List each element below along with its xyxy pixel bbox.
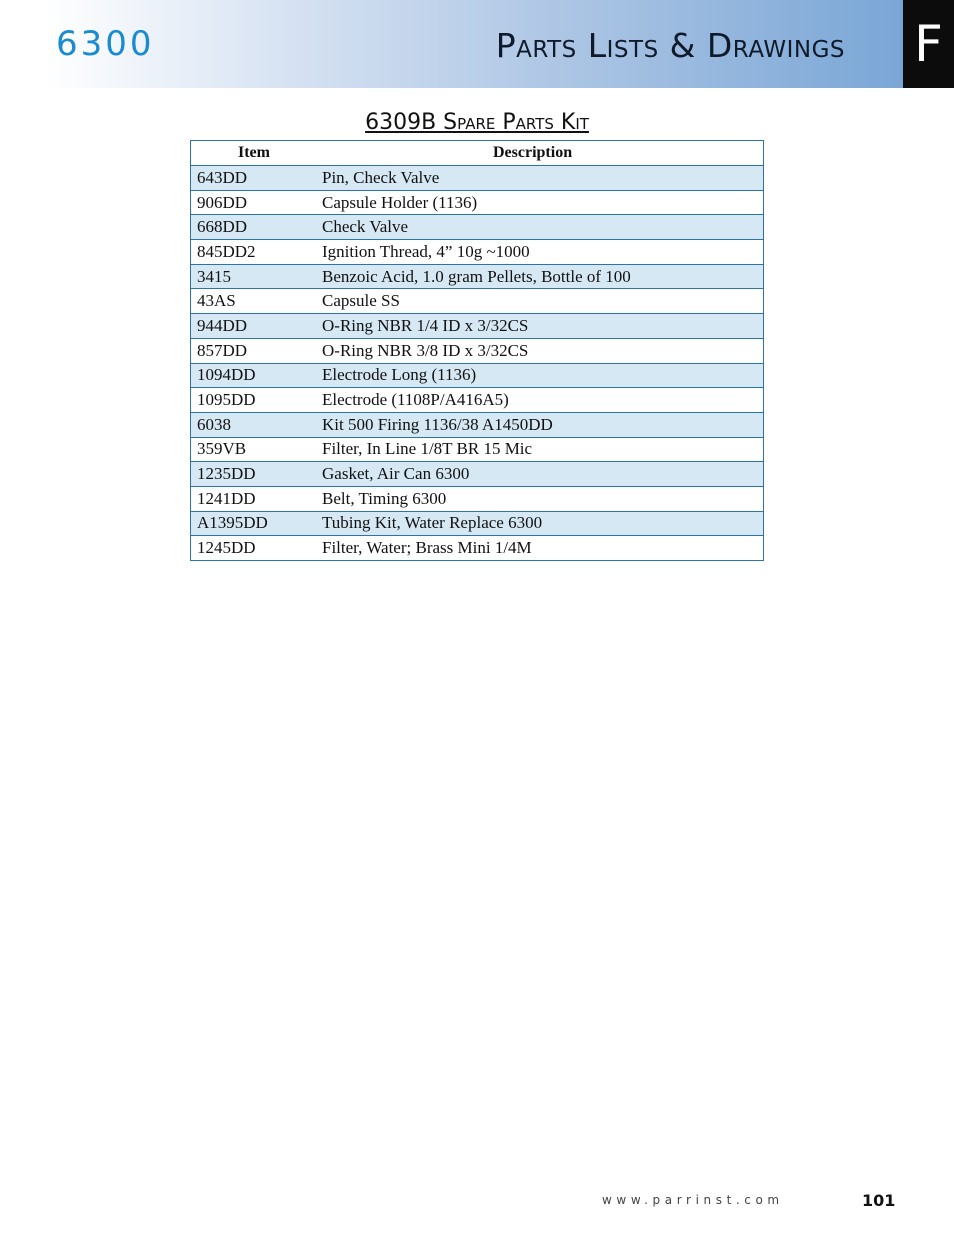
description-cell: Tubing Kit, Water Replace 6300 bbox=[322, 511, 764, 536]
table-row bbox=[191, 486, 764, 511]
table-body bbox=[191, 166, 764, 561]
page-header bbox=[0, 0, 903, 88]
parts-table bbox=[190, 140, 764, 561]
item-number-cell: 1241DD bbox=[191, 486, 323, 511]
table-row bbox=[191, 437, 764, 462]
table-row bbox=[191, 388, 764, 413]
item-number-cell: 1095DD bbox=[191, 388, 323, 413]
column-header-description: Description bbox=[322, 141, 764, 166]
item-number-cell: A1395DD bbox=[191, 511, 323, 536]
description-cell: Benzoic Acid, 1.0 gram Pellets, Bottle of 100 bbox=[322, 264, 764, 289]
table-row bbox=[191, 462, 764, 487]
description-cell: Electrode (1108P/A416A5) bbox=[322, 388, 764, 413]
page-number: 101 bbox=[862, 1191, 896, 1210]
table-row bbox=[191, 240, 764, 265]
footer-url: www.parrinst.com bbox=[602, 1193, 784, 1207]
table-row bbox=[191, 215, 764, 240]
table-row bbox=[191, 363, 764, 388]
description-cell: Gasket, Air Can 6300 bbox=[322, 462, 764, 487]
item-number-cell: 845DD2 bbox=[191, 240, 323, 265]
item-number-cell: 1235DD bbox=[191, 462, 323, 487]
table-header-row bbox=[191, 141, 764, 166]
description-cell: Check Valve bbox=[322, 215, 764, 240]
table-row bbox=[191, 264, 764, 289]
table-row bbox=[191, 412, 764, 437]
item-number-cell: 1094DD bbox=[191, 363, 323, 388]
description-cell: Filter, In Line 1/8T BR 15 Mic bbox=[322, 437, 764, 462]
item-number-cell: 668DD bbox=[191, 215, 323, 240]
description-cell: Kit 500 Firing 1136/38 A1450DD bbox=[322, 412, 764, 437]
table-row bbox=[191, 289, 764, 314]
description-cell: Capsule SS bbox=[322, 289, 764, 314]
table-row bbox=[191, 536, 764, 561]
description-cell: Belt, Timing 6300 bbox=[322, 486, 764, 511]
item-number-cell: 906DD bbox=[191, 190, 323, 215]
item-number-cell: 6038 bbox=[191, 412, 323, 437]
description-cell: O-Ring NBR 3/8 ID x 3/32CS bbox=[322, 338, 764, 363]
kit-title-container bbox=[190, 110, 764, 135]
item-number-cell: 944DD bbox=[191, 314, 323, 339]
description-cell: Electrode Long (1136) bbox=[322, 363, 764, 388]
item-number-cell: 1245DD bbox=[191, 536, 323, 561]
item-number-cell: 359VB bbox=[191, 437, 323, 462]
column-header-item: Item bbox=[191, 141, 323, 166]
model-number: 6300 bbox=[56, 24, 155, 64]
description-cell: Pin, Check Valve bbox=[322, 166, 764, 191]
table-row bbox=[191, 338, 764, 363]
description-cell: O-Ring NBR 1/4 ID x 3/32CS bbox=[322, 314, 764, 339]
item-number-cell: 43AS bbox=[191, 289, 323, 314]
table-row bbox=[191, 511, 764, 536]
item-number-cell: 3415 bbox=[191, 264, 323, 289]
description-cell: Filter, Water; Brass Mini 1/4M bbox=[322, 536, 764, 561]
section-title: Parts Lists & Drawings bbox=[495, 26, 845, 65]
table-row bbox=[191, 314, 764, 339]
item-number-cell: 857DD bbox=[191, 338, 323, 363]
table-row bbox=[191, 190, 764, 215]
chapter-tab: F bbox=[903, 0, 954, 88]
kit-title: 6309B Spare Parts Kit bbox=[365, 110, 589, 135]
description-cell: Capsule Holder (1136) bbox=[322, 190, 764, 215]
description-cell: Ignition Thread, 4” 10g ~1000 bbox=[322, 240, 764, 265]
table-row bbox=[191, 166, 764, 191]
item-number-cell: 643DD bbox=[191, 166, 323, 191]
